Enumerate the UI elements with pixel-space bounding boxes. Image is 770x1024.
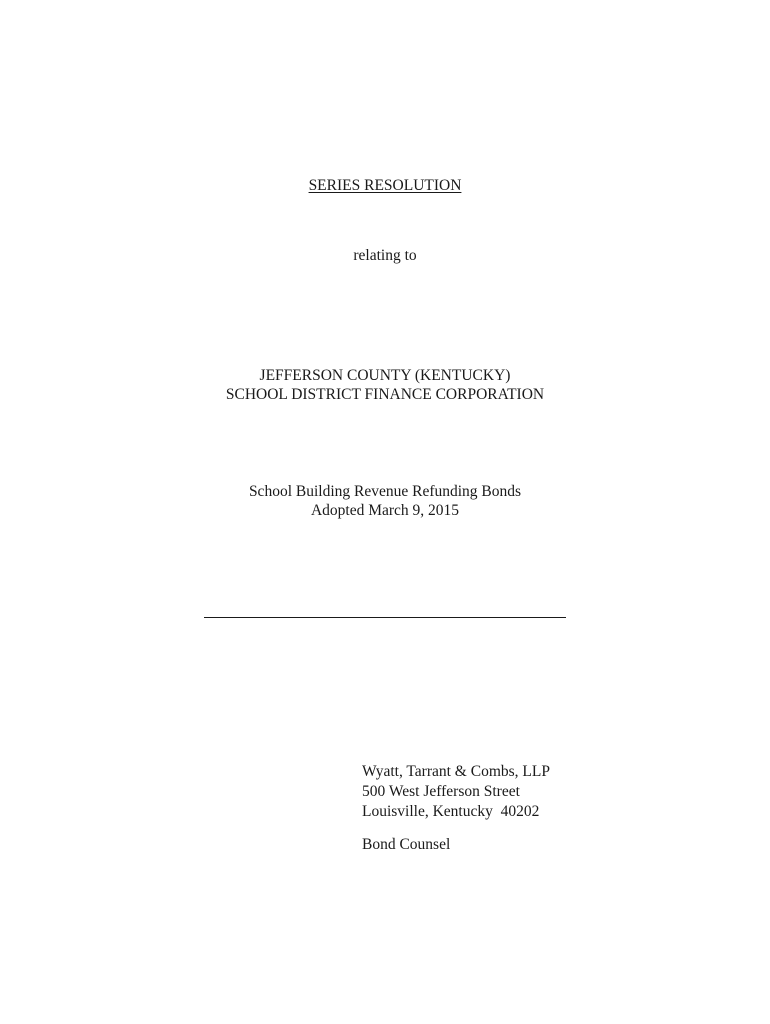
entity-name-line-2: SCHOOL DISTRICT FINANCE CORPORATION — [225, 386, 545, 403]
bonds-description: School Building Revenue Refunding Bonds — [248, 483, 522, 500]
entity-name-line-1: JEFFERSON COUNTY (KENTUCKY) — [259, 367, 511, 384]
adoption-date: Adopted March 9, 2015 — [310, 502, 460, 519]
bond-counsel-block — [362, 762, 550, 855]
spacer — [362, 822, 550, 835]
document-title: SERIES RESOLUTION — [308, 177, 462, 194]
counsel-street-address: 500 West Jefferson Street — [362, 783, 520, 800]
counsel-city-state-zip: Louisville, Kentucky 40202 — [362, 803, 540, 820]
counsel-firm-name: Wyatt, Tarrant & Combs, LLP — [362, 763, 550, 780]
horizontal-rule — [204, 617, 566, 618]
counsel-role: Bond Counsel — [362, 836, 451, 853]
relating-to-text: relating to — [353, 247, 417, 264]
